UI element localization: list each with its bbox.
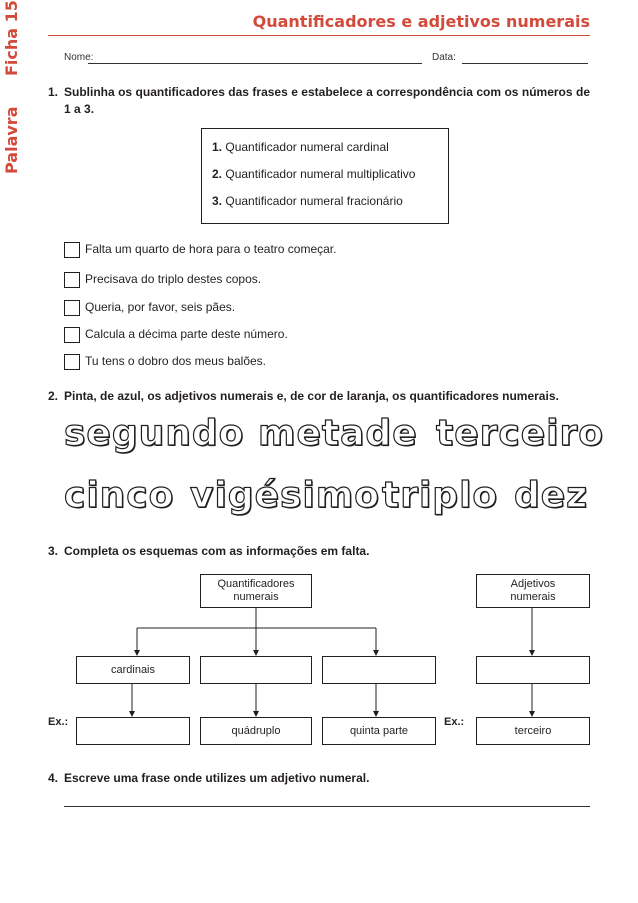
sentence-text: Queria, por favor, seis pães. <box>85 300 236 314</box>
word-cinco[interactable]: cinco <box>64 475 175 516</box>
sentence-text: Calcula a décima parte deste número. <box>85 327 288 341</box>
name-label: Nome: <box>64 52 94 63</box>
answer-line[interactable] <box>64 806 590 807</box>
word-triplo[interactable]: triplo <box>382 475 499 516</box>
q2-number: 2. <box>48 389 59 403</box>
palavra-label: Palavra <box>2 106 21 174</box>
ficha-label: Ficha 15 <box>2 0 21 76</box>
sentence-text: Falta um quarto de hora para o teatro começar. <box>85 242 337 256</box>
ex-box[interactable] <box>76 717 190 745</box>
legend-item-3: 3. Quantificador numeral fracionário <box>212 194 403 208</box>
q1-text: Sublinha os quantificadores das frases e estabelece a correspondência com os números de 1 a 3. <box>64 85 590 116</box>
root-adjetivos: Adjetivos numerais <box>476 574 590 608</box>
legend-item-2: 2. Quantificador numeral multiplicativo <box>212 167 416 181</box>
word-segundo[interactable]: segundo <box>64 413 245 454</box>
mid-box-empty[interactable] <box>322 656 436 684</box>
page-title: Quantificadores e adjetivos numerais <box>252 12 590 31</box>
word-dez[interactable]: dez <box>514 475 589 516</box>
root-quantificadores: Quantificadores numerais <box>200 574 312 608</box>
ex-label-right: Ex.: <box>444 716 465 728</box>
q2-text: Pinta, de azul, os adjetivos numerais e, de cor de laranja, os quantificadores numerais. <box>64 389 559 403</box>
sentence-text: Tu tens o dobro dos meus balões. <box>85 354 266 368</box>
legend-item-1: 1. Quantificador numeral cardinal <box>212 140 389 154</box>
mid-box-empty[interactable] <box>476 656 590 684</box>
q1-number: 1. <box>48 85 59 99</box>
q3-text: Completa os esquemas com as informações em falta. <box>64 544 370 558</box>
ex-box-terceiro[interactable]: terceiro <box>476 717 590 745</box>
mid-box-empty[interactable] <box>200 656 312 684</box>
ex-box-quinta-parte[interactable]: quinta parte <box>322 717 436 745</box>
word-terceiro[interactable]: terceiro <box>436 413 604 454</box>
ex-box-quadruplo[interactable]: quádruplo <box>200 717 312 745</box>
q4-number: 4. <box>48 771 59 785</box>
sentence-text: Precisava do triplo destes copos. <box>85 272 262 286</box>
ex-label-left: Ex.: <box>48 716 69 728</box>
date-label: Data: <box>432 52 456 63</box>
word-metade[interactable]: metade <box>258 413 418 454</box>
word-vigesimo[interactable]: vigésimo <box>190 475 381 516</box>
q3-number: 3. <box>48 544 59 558</box>
q4-text: Escreve uma frase onde utilizes um adjetivo numeral. <box>64 771 370 785</box>
mid-box-cardinais[interactable]: cardinais <box>76 656 190 684</box>
